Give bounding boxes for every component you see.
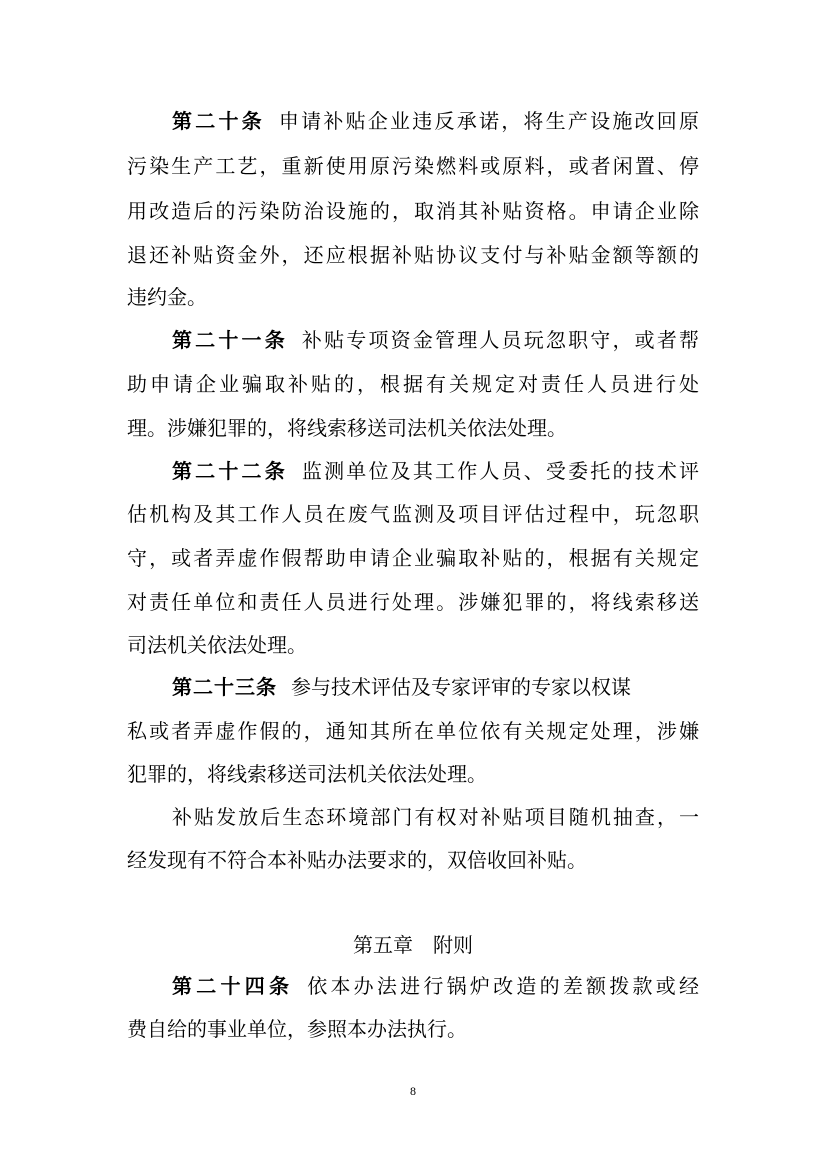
paragraph-line: 补贴发放后生态环境部门有权对补贴项目随机抽查，一 [172,805,699,829]
paragraph-line: 助申请企业骗取补贴的，根据有关规定对责任人员进行处 [127,372,699,396]
paragraph-line: 犯罪的，将线索移送司法机关依法处理。 [127,762,487,786]
article-number: 第二十四条 [172,974,294,998]
chapter-title: 附则 [433,933,473,957]
paragraph-line: 用改造后的污染防治设施的，取消其补贴资格。申请企业除 [127,199,699,223]
paragraph-line: 理。涉嫌犯罪的，将线索移送司法机关依法处理。 [127,416,567,440]
paragraph-line: 第二十条 申请补贴企业违反承诺，将生产设施改回原 [172,109,699,133]
paragraph-line: 第二十三条 参与技术评估及专家评审的专家以权谋 [172,675,631,699]
chapter-heading [0,925,826,965]
chapter-number: 第五章 [353,933,413,957]
paragraph-line: 私或者弄虚作假的，通知其所在单位依有关规定处理，涉嫌 [127,719,699,743]
paragraph-line: 司法机关依法处理。 [127,633,307,657]
page-number: 8 [410,1084,416,1098]
paragraph-line: 第二十四条 依本办法进行锅炉改造的差额拨款或经 [172,974,699,998]
article-number: 第二十三条 [172,675,277,699]
paragraph-line: 污染生产工艺，重新使用原污染燃料或原料，或者闲置、停 [127,154,699,178]
paragraph-line: 第二十一条 补贴专项资金管理人员玩忽职守，或者帮 [172,328,699,352]
paragraph-line: 违约金。 [127,285,207,309]
paragraph-line: 对责任单位和责任人员进行处理。涉嫌犯罪的，将线索移送 [127,590,699,614]
paragraph-line: 经发现有不符合本补贴办法要求的，双倍收回补贴。 [127,848,587,872]
paragraph-line: 估机构及其工作人员在废气监测及项目评估过程中，玩忽职 [127,502,699,526]
paragraph-line: 费自给的事业单位，参照本办法执行。 [127,1017,467,1041]
paragraph-line: 守，或者弄虚作假帮助申请企业骗取补贴的，根据有关规定 [127,546,699,570]
article-number: 第二十条 [172,109,265,133]
article-number: 第二十一条 [172,328,288,352]
paragraph-line: 第二十二条 监测单位及其工作人员、受委托的技术评 [172,459,699,483]
article-number: 第二十二条 [172,459,288,483]
paragraph-line: 退还补贴资金外，还应根据补贴协议支付与补贴金额等额的 [127,243,699,267]
